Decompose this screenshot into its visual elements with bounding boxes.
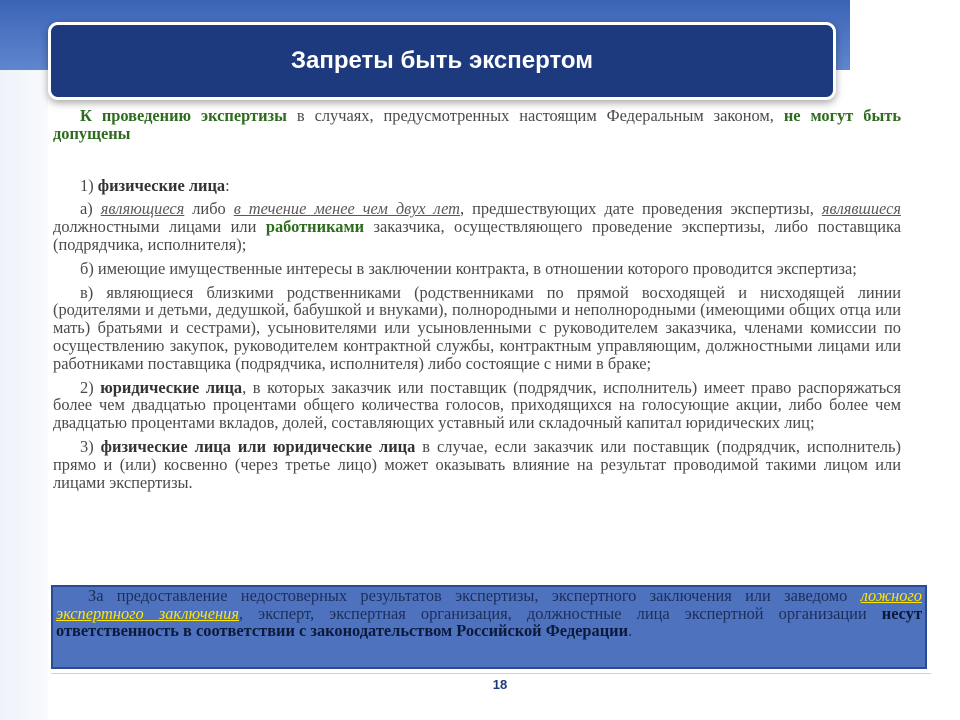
liability-notice-box bbox=[51, 585, 927, 669]
item-1-colon: : bbox=[225, 175, 230, 195]
item-a bbox=[53, 200, 901, 253]
intro-paragraph bbox=[53, 107, 901, 143]
item-2-label: юридические лица bbox=[100, 377, 243, 397]
slide-body bbox=[53, 107, 901, 497]
item-2 bbox=[53, 379, 901, 432]
item-a-text-4: заказчика, осуществляющего проведение экспертизы, либо поставщика (подрядчика, исполнителя); bbox=[53, 217, 901, 254]
item-2-text: , в которых заказчик или поставщик (подрядчик, исполнитель) имеет право распоряжаться более чем двадцатью процентами общего количества голосов, приходящихся на голосующие акции, либо более чем двадцатью процентами вкладов, долей, составляющих уставный или складочный капитал юридических лиц; bbox=[53, 377, 901, 433]
left-decor-strip bbox=[0, 70, 48, 720]
footer-divider bbox=[51, 673, 931, 674]
item-v: в) являющиеся близкими родственниками (родственниками по прямой восходящей и нисходящей линии (родителями и детьми, дедушкой, бабушкой и внуками), полнородными и неполнородными (имеющими общих отца или мать) братьями и сестрами), усыновителями или усыновленными с руководителем заказчика, членами комиссии по осуществлению закупок, руководителем контрактной службы, контрактным управляющим, должностными лицами или работниками поставщика (подрядчика, исполнителя) либо состоящие с ними в браке; bbox=[53, 282, 901, 373]
item-2-number: 2) bbox=[80, 377, 101, 397]
notice-text-3: . bbox=[628, 621, 633, 641]
notice-emphasis: несут ответственность в соответствии с законодательством Российской Федерации bbox=[56, 603, 922, 641]
item-a-underline-1: являющиеся bbox=[100, 199, 185, 219]
liability-notice-text bbox=[56, 587, 922, 640]
item-3-number: 3) bbox=[80, 436, 101, 456]
item-1-number: 1) bbox=[80, 175, 98, 195]
notice-text-2: , эксперт, экспертная организация, должностные лица экспертной организации bbox=[238, 603, 882, 623]
item-a-underline-3: являвшиеся bbox=[821, 199, 901, 219]
item-3-text: в случае, если заказчик или поставщик (подрядчик, исполнитель) прямо и (или) косвенно (через третье лицо) может оказывать влияние на результат проводимой такими лицом или лицами экспертизы. bbox=[53, 436, 901, 492]
item-a-text-3: должностными лицами или bbox=[53, 217, 266, 237]
intro-emphasis-1: К проведению экспертизы bbox=[80, 106, 287, 125]
item-3 bbox=[53, 438, 901, 491]
item-1-label: физические лица bbox=[97, 175, 226, 195]
item-b: б) имеющие имущественные интересы в заключении контракта, в отношении которого проводится экспертиза; bbox=[80, 258, 857, 278]
page-number: 18 bbox=[492, 677, 508, 692]
item-3-label: физические лица или юридические лица bbox=[100, 436, 416, 456]
intro-text: в случаях, предусмотренных настоящим Федеральным законом, bbox=[286, 106, 784, 125]
notice-highlight: ложного экспертного заключения bbox=[56, 586, 922, 623]
intro-emphasis-2: не могут быть допущены bbox=[53, 106, 901, 143]
item-a-underline-2: в течение менее чем двух лет bbox=[233, 199, 460, 219]
item-a-prefix: а) bbox=[80, 199, 101, 219]
item-a-text-1: либо bbox=[184, 199, 234, 219]
notice-text-1: За предоставление недостоверных результатов экспертизы, экспертного заключения или заведомо bbox=[88, 586, 861, 605]
item-a-text-2: , предшествующих дате проведения экспертизы, bbox=[460, 199, 822, 219]
item-a-emphasis: работниками bbox=[265, 217, 365, 237]
page-title: Запреты быть экспертом bbox=[290, 47, 593, 74]
title-banner bbox=[48, 22, 836, 100]
item-1-heading bbox=[53, 177, 901, 195]
